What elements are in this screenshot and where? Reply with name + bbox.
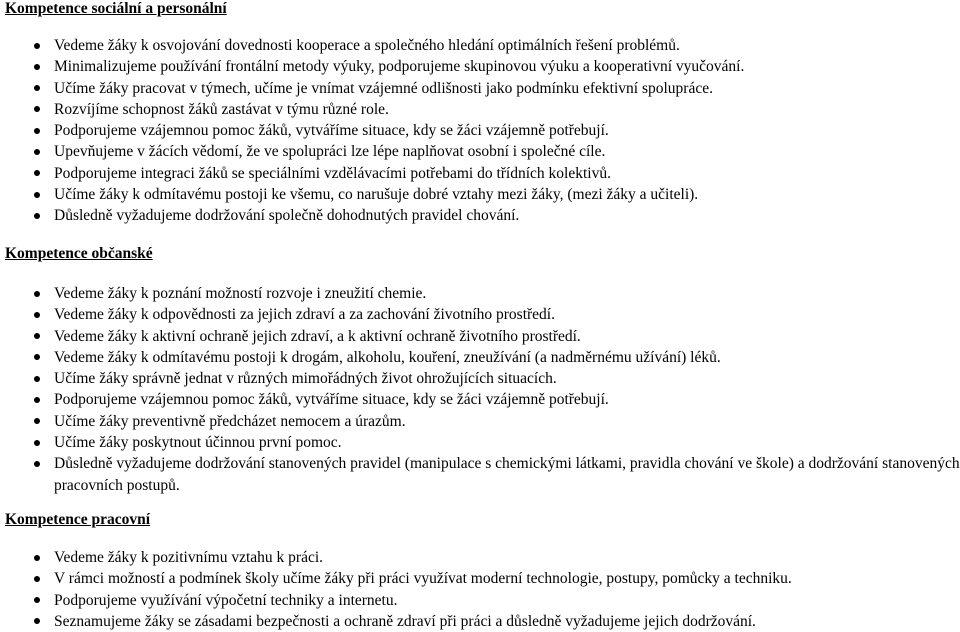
list-item: Učíme žáky preventivně předcházet nemocem a úrazům. (0, 411, 960, 432)
list-item: Vedeme žáky k osvojování dovednosti kooperace a společného hledání optimálních řešení problémů. (0, 35, 960, 56)
list-item: Podporujeme vzájemnou pomoc žáků, vytváříme situace, kdy se žáci vzájemně potřebují. (0, 120, 960, 141)
list-item: Rozvíjíme schopnost žáků zastávat v týmu různé role. (0, 99, 960, 120)
list-item: Seznamujeme žáky se zásadami bezpečnosti a ochraně zdraví při práci a důsledně vyžadujeme jejich dodržování. (0, 611, 960, 632)
list-item: Důsledně vyžadujeme dodržování stanovených pravidel (manipulace s chemickými látkami, pravidla chování ve škole) a dodržování stanovených pracovních postupů. (0, 453, 960, 496)
list-item: Upevňujeme v žácích vědomí, že ve spolupráci lze lépe naplňovat osobní i společné cíle. (0, 141, 960, 162)
list-item: Vedeme žáky k aktivní ochraně jejich zdraví, a k aktivní ochraně životního prostředí. (0, 326, 960, 347)
list-item: Vedeme žáky k poznání možností rozvoje i zneužití chemie. (0, 283, 960, 304)
section-list-work (0, 547, 960, 632)
list-item: Učíme žáky poskytnout účinnou první pomoc. (0, 432, 960, 453)
section-heading-social: Kompetence sociální a personální (5, 0, 227, 17)
list-item: Učíme žáky pracovat v týmech, učíme je vnímat vzájemné odlišnosti jako podmínku efektivní spolupráce. (0, 78, 960, 99)
list-item: Učíme žáky k odmítavému postoji ke všemu, co narušuje dobré vztahy mezi žáky, (mezi žáky a učiteli). (0, 184, 960, 205)
list-item: Podporujeme vzájemnou pomoc žáků, vytváříme situace, kdy se žáci vzájemně potřebují. (0, 389, 960, 410)
list-item: Vedeme žáky k odpovědnosti za jejich zdraví a za zachování životního prostředí. (0, 304, 960, 325)
section-heading-work: Kompetence pracovní (5, 511, 151, 528)
list-item: Podporujeme integraci žáků se speciálními vzdělávacími potřebami do třídních kolektivů. (0, 163, 960, 184)
list-item: Podporujeme využívání výpočetní techniky a internetu. (0, 590, 960, 611)
list-item: Vedeme žáky k pozitivnímu vztahu k práci. (0, 547, 960, 568)
list-item: Učíme žáky správně jednat v různých mimořádných život ohrožujících situacích. (0, 368, 960, 389)
list-item: Vedeme žáky k odmítavému postoji k drogám, alkoholu, kouření, zneužívání (a nadměrnému užívání) léků. (0, 347, 960, 368)
list-item: Minimalizujeme používání frontální metody výuky, podporujeme skupinovou výuku a kooperativní vyučování. (0, 56, 960, 77)
section-list-social (0, 35, 960, 227)
list-item: Důsledně vyžadujeme dodržování společně dohodnutých pravidel chování. (0, 205, 960, 226)
section-list-civic (0, 283, 960, 496)
section-heading-civic: Kompetence občanské (5, 245, 153, 262)
list-item: V rámci možností a podmínek školy učíme žáky při práci využívat moderní technologie, postupy, pomůcky a techniku. (0, 568, 960, 589)
